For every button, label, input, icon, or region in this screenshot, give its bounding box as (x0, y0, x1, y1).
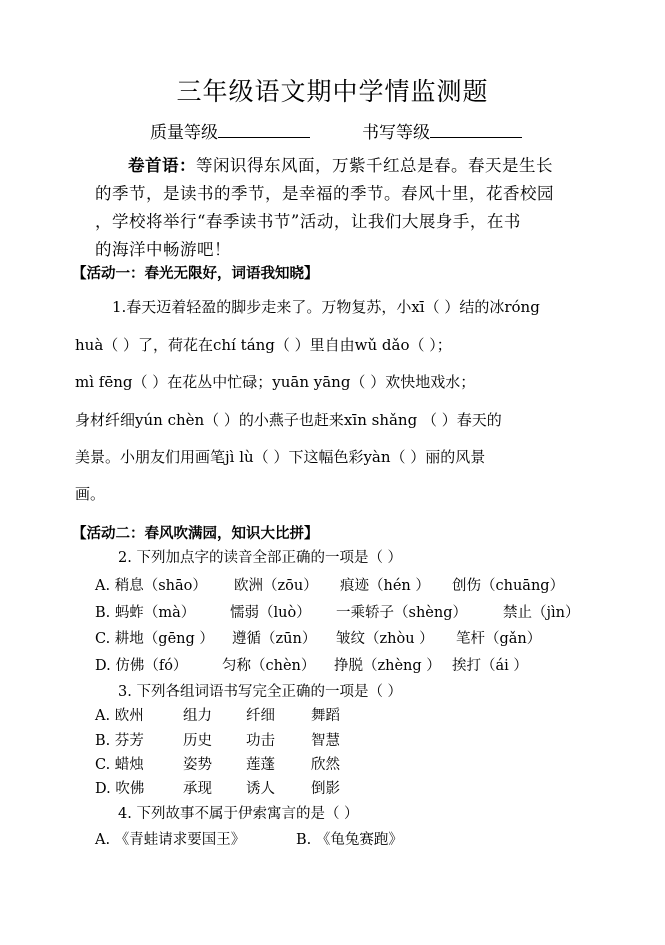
writing-grade-blank (430, 121, 522, 138)
quality-grade-field (150, 118, 310, 143)
activity1-line-3: mì fēng（ ）在花丛中忙碌；yuān yāng（ ）欢快地戏水； (75, 373, 476, 391)
writing-grade-field (362, 118, 522, 143)
question-4-stem: 4. 下列故事不属于伊索寓言的是（ ） (118, 806, 359, 822)
intro-line-1 (128, 152, 628, 180)
intro-line-3: ，学校将举行“春季读书节”活动，让我们大展身手，在书 (95, 212, 521, 231)
intro-label: 卷首语： (128, 156, 196, 175)
activity1-line-5: 美景。小朋友们用画笔jì lù（ ）下这幅色彩yàn（ ）丽的风景 (75, 448, 486, 466)
q3-option-c-3: 莲蓬 (246, 757, 275, 773)
q2-option-d-3: 挣脱（zhèng ） (334, 658, 441, 674)
q2-option-d-2: 匀称（chèn） (222, 658, 316, 674)
q3-option-b-1: B. 芬芳 (95, 733, 144, 749)
q2-option-c-3: 皱纹（zhòu ） (336, 631, 434, 647)
q3-option-b-4: 智慧 (311, 733, 340, 749)
question-3-stem: 3. 下列各组词语书写完全正确的一项是（ ） (118, 684, 403, 700)
q3-option-a-1: A. 欧州 (95, 708, 144, 724)
q3-option-d-2: 承现 (183, 781, 212, 797)
q3-option-c-1: C. 蜡烛 (95, 757, 144, 773)
q2-option-b-1: B. 蚂蚱（mà） (95, 605, 196, 621)
intro-line-4: 的海洋中畅游吧！ (95, 240, 231, 259)
writing-grade-label: 书写等级 (362, 123, 430, 143)
q3-option-b-3: 功击 (246, 733, 275, 749)
q3-option-d-1: D. 吹佛 (95, 781, 145, 797)
q2-option-d-1: D. 仿佛（fó） (95, 658, 188, 674)
activity1-line-1: 1.春天迈着轻盈的脚步走来了。万物复苏，小xī（ ）结的冰róng (112, 298, 540, 316)
activity1-line-4: 身材纤细yún chèn（ ）的小燕子也赶来xīn shǎng （ ）春天的 (75, 411, 502, 429)
page-title: 三年级语文期中学情监测题 (176, 77, 489, 106)
quality-grade-blank (218, 121, 310, 138)
q3-option-a-3: 纤细 (246, 708, 275, 724)
q3-option-d-3: 诱人 (246, 781, 275, 797)
q2-option-b-3: 一乘轿子（shèng） (336, 605, 467, 621)
intro-line-2: 的季节，是读书的季节，是幸福的季节。春风十里，花香校园 (95, 184, 554, 203)
q2-option-b-2: 懦弱（luò） (230, 605, 311, 621)
q2-option-b-4: 禁止（jìn） (503, 605, 580, 621)
q2-option-c-4: 笔杆（gǎn） (456, 631, 542, 647)
q3-option-a-2: 组力 (183, 708, 212, 724)
q2-option-a-3: 痕迹（hén ） (340, 578, 430, 594)
activity1-heading: 【活动一：春光无限好，词语我知晓】 (72, 266, 319, 282)
activity2-heading: 【活动二：春风吹满园，知识大比拼】 (72, 526, 319, 542)
q3-option-a-4: 舞蹈 (311, 708, 340, 724)
intro-text-1: 等闲识得东风面，万紫千红总是春。春天是生长 (196, 156, 553, 175)
q2-option-a-1: A. 稍息（shāo） (95, 578, 207, 594)
q3-option-d-4: 倒影 (311, 781, 340, 797)
question-2-stem: 2. 下列加点字的读音全部正确的一项是（ ） (118, 550, 403, 566)
q3-option-c-4: 欣然 (311, 757, 340, 773)
q4-option-b: B. 《龟兔赛跑》 (296, 832, 403, 848)
q3-option-b-2: 历史 (183, 733, 212, 749)
q2-option-c-2: 遵循（zūn） (232, 631, 317, 647)
q2-option-c-1: C. 耕地（gēng ） (95, 631, 214, 647)
q2-option-a-2: 欧洲（zōu） (234, 578, 318, 594)
activity1-line-6: 画。 (75, 485, 106, 503)
q3-option-c-2: 姿势 (183, 757, 212, 773)
q2-option-d-4: 挨打（ái ） (452, 658, 528, 674)
q4-option-a: A. 《青蛙请求要国王》 (95, 832, 246, 848)
quality-grade-label: 质量等级 (150, 123, 218, 143)
q2-option-a-4: 创伤（chuāng） (452, 578, 565, 594)
activity1-line-2: huà（ ）了，荷花在chí táng（ ）里自由wǔ dǎo（ ）； (75, 336, 452, 354)
